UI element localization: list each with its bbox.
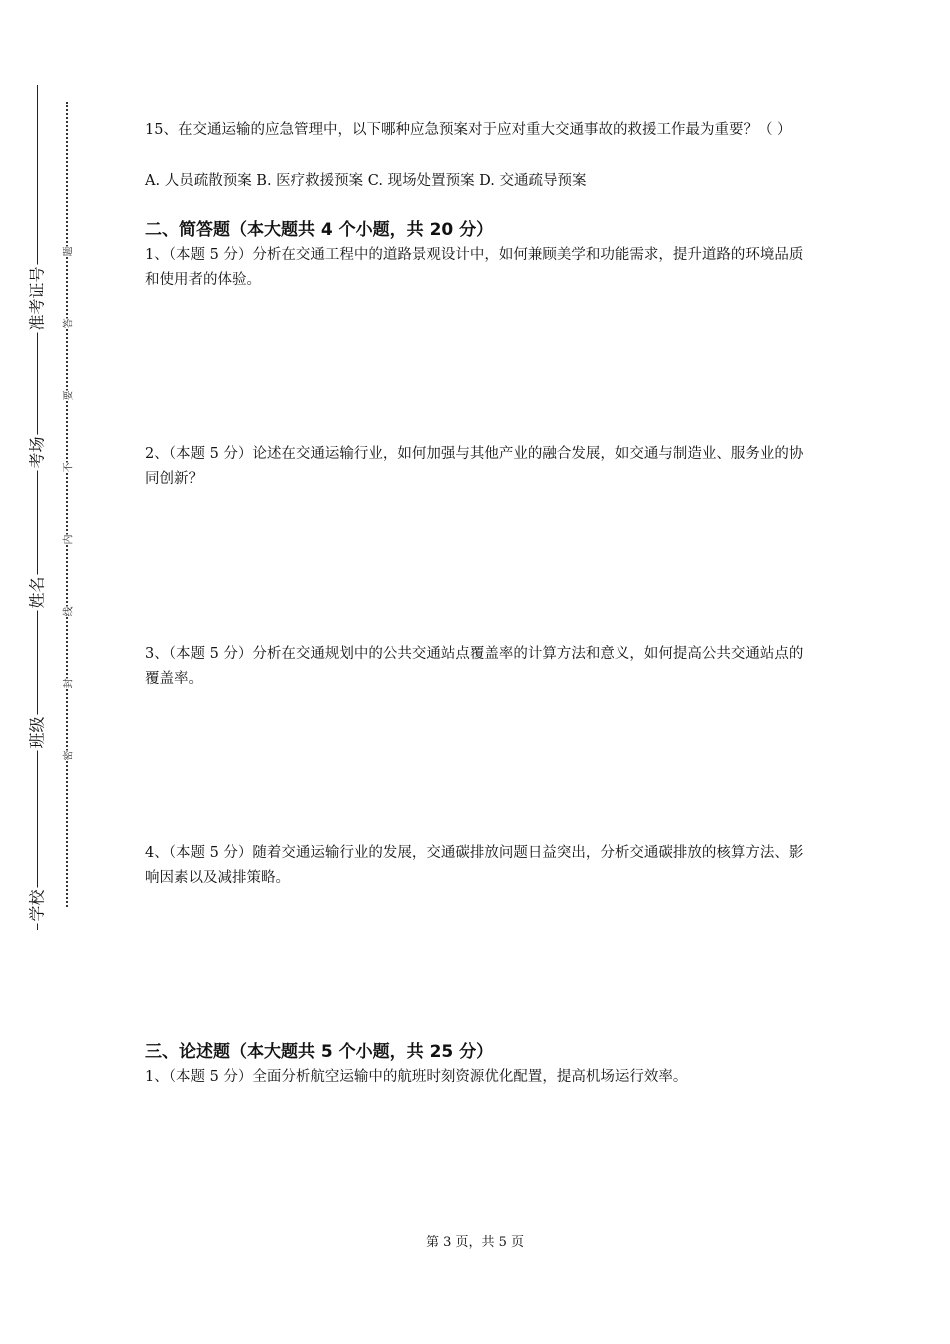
field-exam-number: 准考证号: [16, 278, 56, 318]
seal-char: 内: [56, 528, 78, 550]
seal-char: 答: [56, 312, 78, 334]
question-15-options: A. 人员疏散预案 B. 医疗救援预案 C. 现场处置预案 D. 交通疏导预案: [145, 173, 587, 189]
field-class: 班级: [16, 712, 56, 752]
section-2-heading: 二、简答题（本大题共 4 个小题，共 20 分）: [145, 220, 494, 240]
page-footer: 第 3 页，共 5 页: [425, 1235, 525, 1250]
section-3-heading: 三、论述题（本大题共 5 个小题，共 25 分）: [145, 1042, 494, 1062]
seal-char: 要: [56, 384, 78, 406]
seal-dotted-line: [66, 102, 68, 907]
field-name: 姓名: [16, 572, 56, 612]
seal-char: 题: [56, 240, 78, 262]
section-2-question-2: 2、（本题 5 分）论述在交通运输行业，如何加强与其他产业的融合发展，如交通与制造业、服务业的协同创新？: [145, 446, 804, 487]
binding-margin: [0, 0, 90, 1344]
seal-char: 线: [56, 600, 78, 622]
binding-solid-line: [37, 85, 38, 930]
seal-char: 不: [56, 456, 78, 478]
section-2-question-3: 3、（本题 5 分）分析在交通规划中的公共交通站点覆盖率的计算方法和意义，如何提高公共交通站点的覆盖率。: [145, 646, 804, 687]
question-15: 15、在交通运输的应急管理中，以下哪种应急预案对于应对重大交通事故的救援工作最为重要？（ ）: [145, 122, 792, 138]
section-2-question-4: 4、（本题 5 分）随着交通运输行业的发展，交通碳排放问题日益突出，分析交通碳排放的核算方法、影响因素以及减排策略。: [145, 845, 804, 886]
section-2-question-1: 1、（本题 5 分）分析在交通工程中的道路景观设计中，如何兼顾美学和功能需求，提升道路的环境品质和使用者的体验。: [145, 247, 804, 288]
field-exam-room: 考场: [16, 432, 56, 472]
section-3-question-1: 1、（本题 5 分）全面分析航空运输中的航班时刻资源优化配置，提高机场运行效率。: [145, 1069, 688, 1085]
seal-char: 封: [56, 672, 78, 694]
field-school: 学校: [16, 885, 56, 925]
seal-char: 密: [56, 744, 78, 766]
